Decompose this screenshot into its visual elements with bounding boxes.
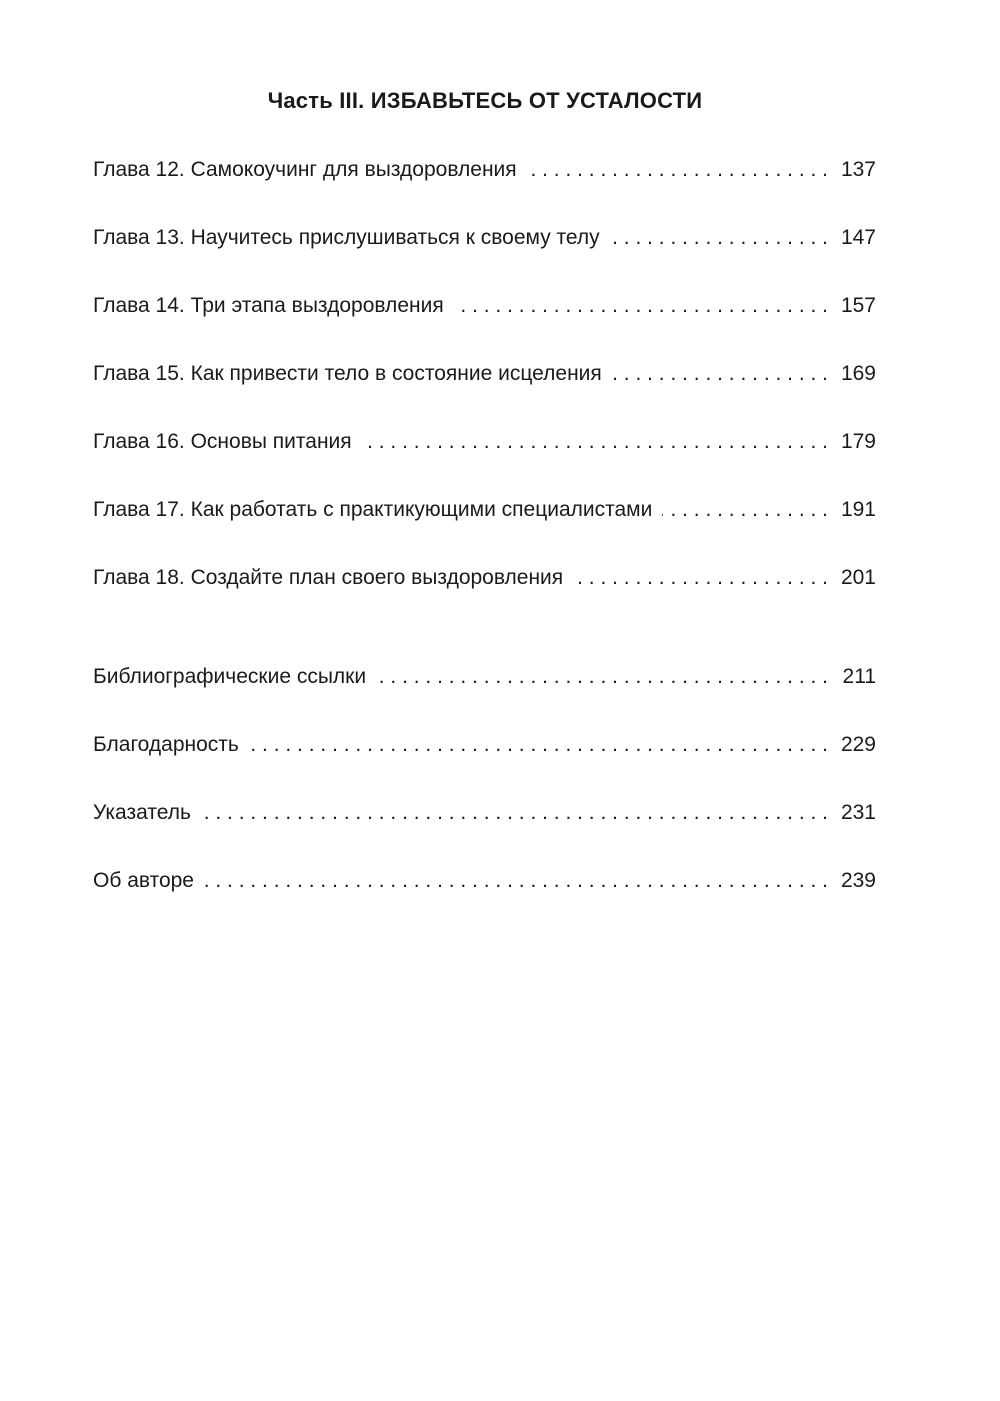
toc-page-number: 137 [840,158,876,181]
toc-entry-chapter-18[interactable] [93,566,876,598]
toc-page-number: 191 [840,498,876,521]
toc-entry-label: Глава 13. Научитесь прислушиваться к своему телу [93,226,600,249]
toc-page-number: 147 [840,226,876,249]
toc-page-number: 179 [840,430,876,453]
part-title: Часть III. ИЗБАВЬТЕСЬ ОТ УСТАЛОСТИ [267,88,703,113]
toc-entry-label: Глава 14. Три этапа выздоровления [93,294,444,317]
toc-entry-index[interactable] [93,801,876,833]
toc-entry-label: Благодарность [93,733,239,756]
dot-leader [201,801,828,825]
toc-entry-label: Глава 17. Как работать с практикующими специалистами [93,498,653,521]
toc-entry-chapter-14[interactable] [93,294,876,326]
dot-leader [612,362,828,386]
dot-leader [454,294,828,318]
toc-entry-label: Указатель [93,801,191,824]
toc-entry-bibliography[interactable] [93,665,876,697]
dot-leader [573,566,828,590]
toc-entry-chapter-15[interactable] [93,362,876,394]
toc-page-number: 211 [842,665,876,688]
toc-entry-about-author[interactable] [93,869,876,901]
toc-entry-label: Об авторе [93,869,194,892]
toc-entry-acknowledgements[interactable] [93,733,876,765]
toc-entry-label: Глава 15. Как привести тело в состояние исцеления [93,362,602,385]
toc-entry-chapter-13[interactable] [93,226,876,258]
toc-entry-label: Глава 12. Самокоучинг для выздоровления [93,158,517,181]
dot-leader [249,733,828,757]
dot-leader [527,158,828,182]
toc-entry-chapter-12[interactable] [93,158,876,190]
toc-entry-chapter-16[interactable] [93,430,876,462]
dot-leader [376,665,828,689]
dot-leader [610,226,828,250]
toc-page-number: 169 [840,362,876,385]
toc-entry-label: Глава 16. Основы питания [93,430,352,453]
toc-page-number: 239 [840,869,876,892]
dot-leader [204,869,828,893]
dot-leader [662,498,828,522]
toc-entry-label: Глава 18. Создайте план своего выздоровления [93,566,564,589]
dot-leader [362,430,828,454]
toc-page-number: 157 [840,294,876,317]
toc-entry-label: Библиографические ссылки [93,665,367,688]
toc-page-number: 201 [840,566,876,589]
toc-page-number: 231 [840,801,876,824]
toc-page-number: 229 [840,733,876,756]
toc-entry-chapter-17[interactable] [93,498,876,530]
